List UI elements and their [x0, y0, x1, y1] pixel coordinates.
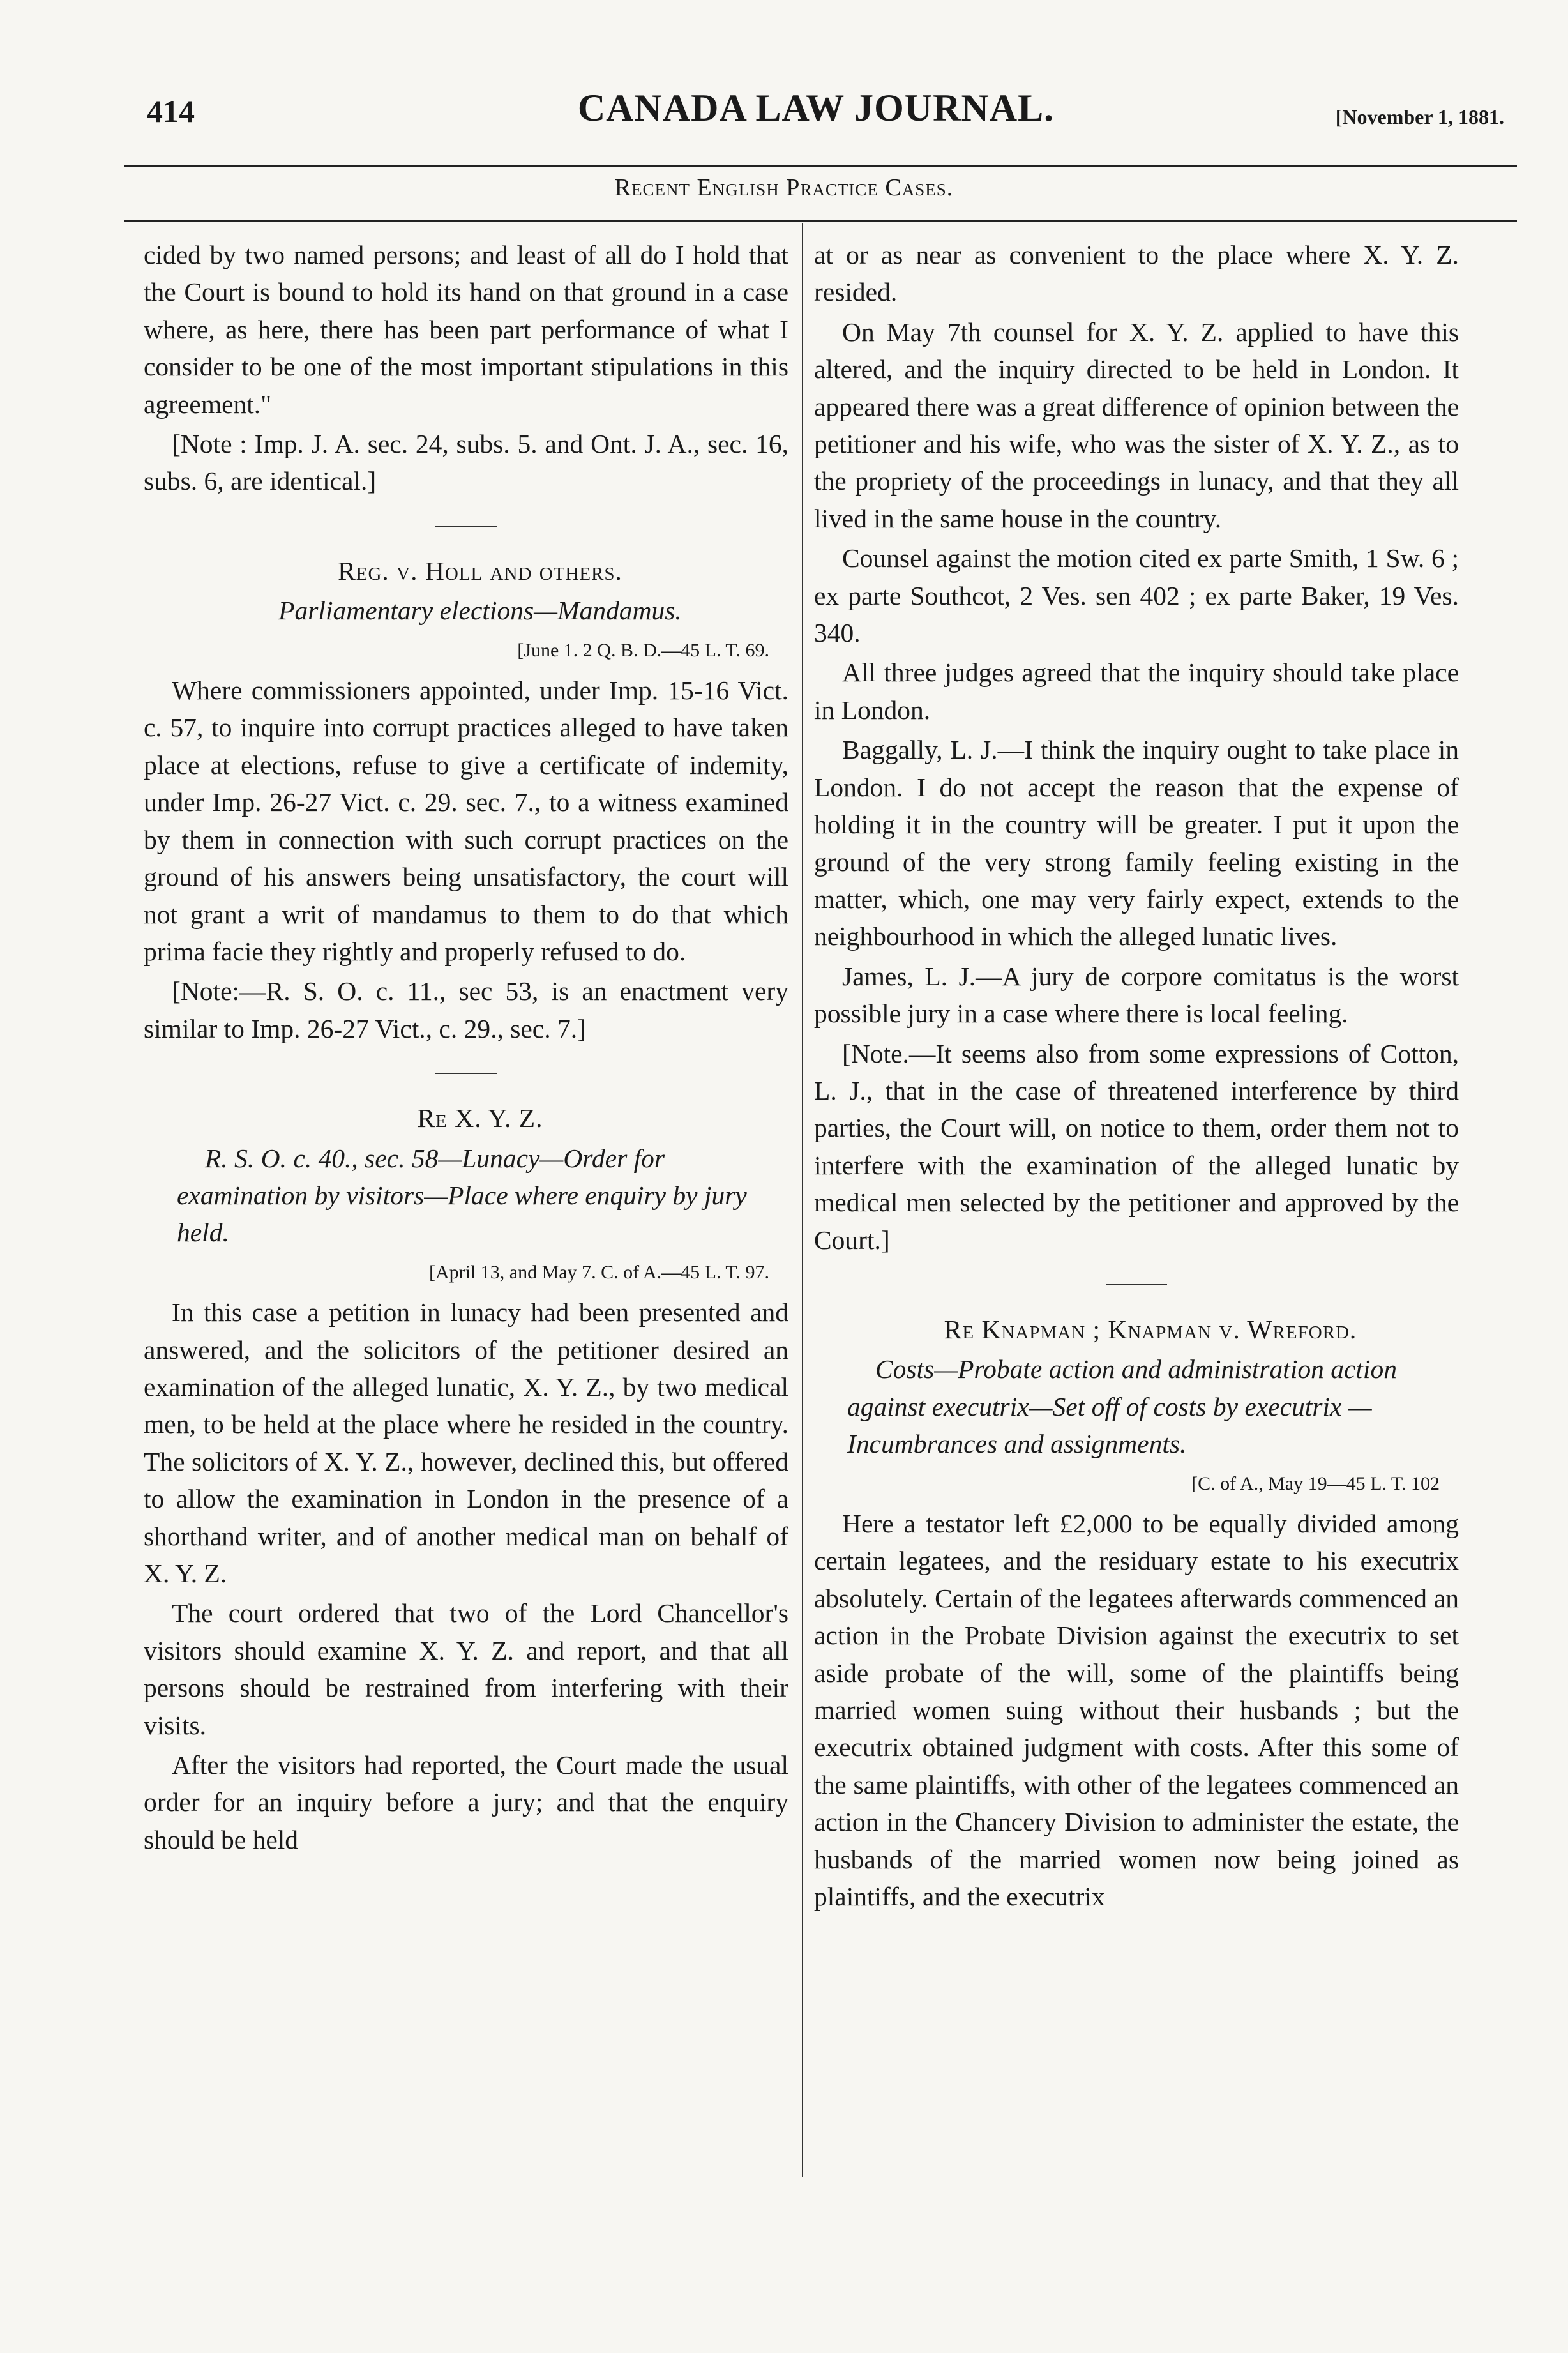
- case-headnote: Parliamentary elections—Mandamus.: [278, 596, 682, 626]
- paragraph: All three judges agreed that the inquiry should take place in London.: [814, 658, 1459, 725]
- case-headnote: Costs—Probate action and administration action against executrix—Set off of costs by executrix —Incumbrances and assignments.: [847, 1354, 1397, 1459]
- paragraph: cided by two named persons; and least of all do I hold that the Court is bound to hold its hand on that ground in a case where, as here, there has been part performance of what I consider to be one of the most important stipulations in this agreement.": [144, 240, 788, 419]
- left-column: [144, 236, 788, 1861]
- note: [Note.—It seems also from some expressions of Cotton, L. J., that in the case of threatened interference by third parties, the Court will, on notice to them, order them not to interfere with the examination of the alleged lunatic by medical men selected by the petitioner and approved by the Court.]: [814, 1038, 1459, 1255]
- paragraph: Counsel against the motion cited ex parte Smith, 1 Sw. 6 ; ex parte Southcot, 2 Ves. sen 402 ; ex parte Baker, 19 Ves. 340.: [814, 543, 1459, 648]
- section-title: Recent English Practice Cases.: [614, 174, 954, 201]
- case-headnote: R. S. O. c. 40., sec. 58—Lunacy—Order for examination by visitors—Place where enquiry by jury held.: [177, 1143, 747, 1248]
- case-title: Reg. v. Holl and others.: [338, 556, 622, 586]
- column-divider: [802, 223, 803, 2177]
- paragraph: After the visitors had reported, the Court made the usual order for an inquiry before a jury; and that the enquiry should be held: [144, 1750, 788, 1854]
- journal-title: CANADA LAW JOURNAL.: [577, 87, 1055, 129]
- page-header: [121, 80, 1511, 150]
- case-title: Re Knapman ; Knapman v. Wreford.: [944, 1314, 1357, 1344]
- case-citation: [April 13, and May 7. C. of A.—45 L. T. 97.: [428, 1261, 769, 1283]
- header-rule: [124, 165, 1517, 167]
- separator: [1106, 1284, 1167, 1285]
- issue-date: [November 1, 1881.: [1335, 105, 1504, 128]
- paragraph: On May 7th counsel for X. Y. Z. applied to have this altered, and the inquiry directed to be held in London. It appeared there was a great difference of opinion between the petitioner and his wife, who was the sister of X. Y. Z., as to the propriety of the proceedings in lunacy, and that they all lived in the same house in the country.: [814, 317, 1459, 533]
- case-title: Re X. Y. Z.: [417, 1103, 543, 1133]
- paragraph: Here a testator left £2,000 to be equally divided among certain legatees, and the residuary estate to his executrix absolutely. Certain of the legatees afterwards commenced an action in the Probate Division against the executrix to set aside probate of the will, some of the plaintiffs being married women suing without their husbands ; but the executrix obtained judgment with costs. After this some of the same plaintiffs, with other of the legatees commenced an action in the Chancery Division to administer the estate, the husbands of the married women now being joined as plaintiffs, and the executrix: [814, 1509, 1459, 1912]
- separator: [435, 526, 497, 527]
- paragraph: Where commissioners appointed, under Imp. 15-16 Vict. c. 57, to inquire into corrupt practices alleged to have taken place at elections, refuse to give a certificate of indemity, under Imp. 26-27 Vict. c. 29. sec. 7., to a witness examined by them in connection with such corrupt practices on the ground of his answers being unsatisfactory, the court will not grant a writ of mandamus to them to do that which prima facie they rightly and properly refused to do.: [144, 676, 788, 966]
- section-rule: [124, 220, 1517, 222]
- paragraph: at or as near as convenient to the place where X. Y. Z. resided.: [814, 240, 1459, 307]
- right-column: [814, 236, 1459, 1918]
- paragraph: James, L. J.—A jury de corpore comitatus is the worst possible jury in a case where there is local feeling.: [814, 961, 1459, 1029]
- note: [Note:—R. S. O. c. 11., sec 53, is an enactment very similar to Imp. 26-27 Vict., c. 29., sec. 7.]: [144, 976, 788, 1043]
- note: [Note : Imp. J. A. sec. 24, subs. 5. and Ont. J. A., sec. 16, subs. 6, are identical.]: [144, 429, 788, 496]
- paragraph: The court ordered that two of the Lord Chancellor's visitors should examine X. Y. Z. and report, and that all persons should be restrained from interfering with their visits.: [144, 1598, 788, 1740]
- paragraph: Baggally, L. J.—I think the inquiry ought to take place in London. I do not accept the reason that the expense of holding it in the country will be greater. I put it upon the ground of the very strong family feeling existing in the matter, which, one may very fairly expect, extends to the neighbourhood in which the alleged lunatic lives.: [814, 735, 1459, 951]
- case-citation: [June 1. 2 Q. B. D.—45 L. T. 69.: [517, 639, 769, 661]
- case-citation: [C. of A., May 19—45 L. T. 102: [1191, 1472, 1440, 1494]
- separator: [435, 1073, 497, 1074]
- paragraph: In this case a petition in lunacy had been presented and answered, and the solicitors of the petitioner desired an examination of the alleged lunatic, X. Y. Z., by two medical men, to be held at the place where he resided in the country. The solicitors of X. Y. Z., however, declined this, but offered to allow the examination in London in the presence of a shorthand writer, and of another medical man on behalf of X. Y. Z.: [144, 1298, 788, 1588]
- page-number: 414: [147, 93, 195, 129]
